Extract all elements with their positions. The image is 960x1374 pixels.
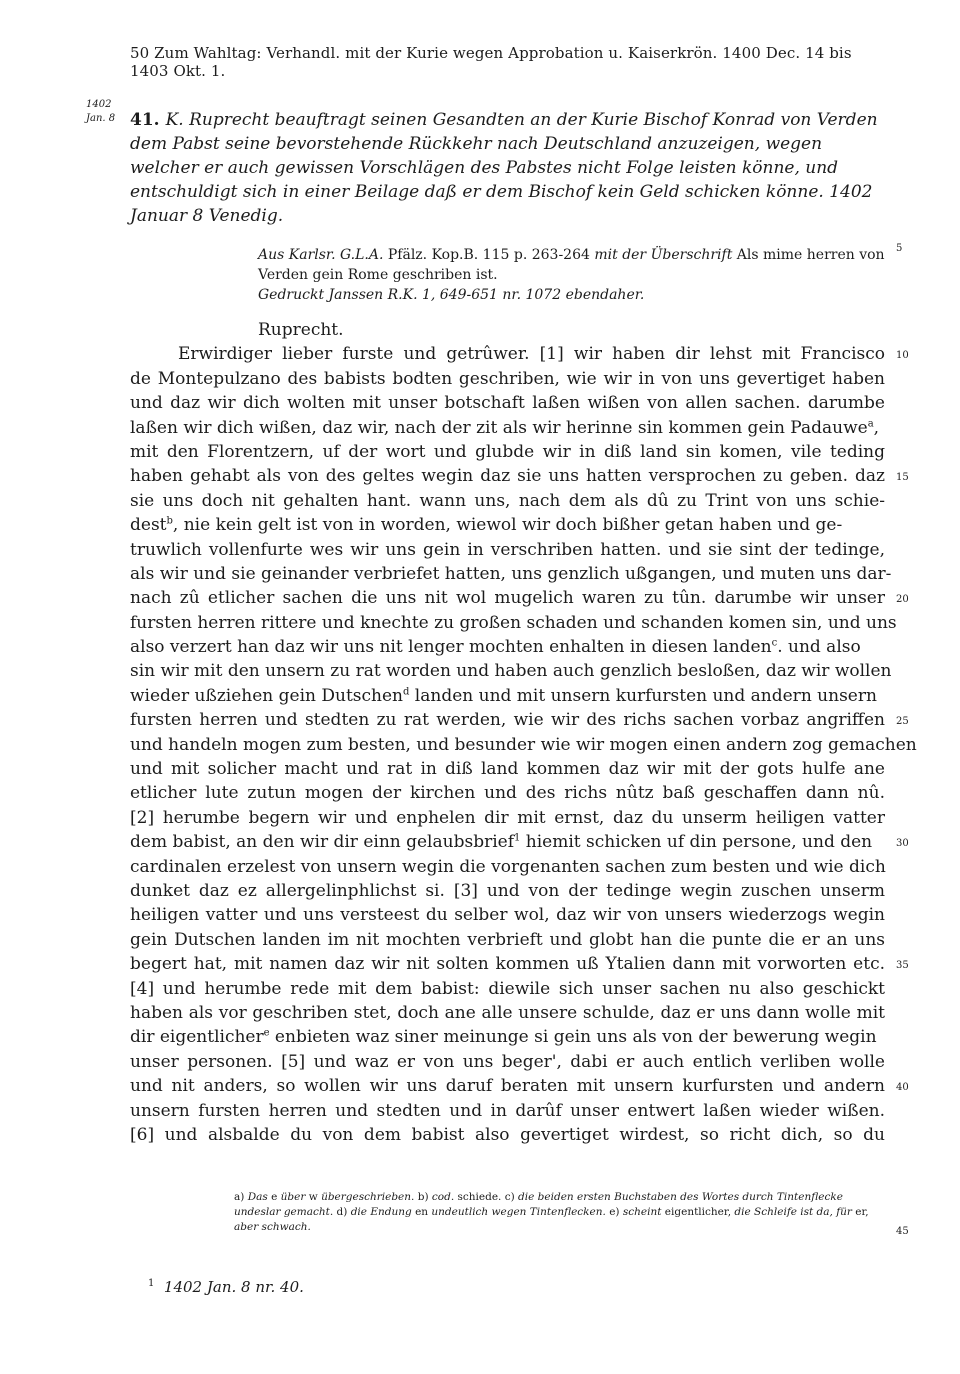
body-line: heiligen vatter und uns versteest du selber wol, daz wir von unsers wiederzogs wegin: [130, 905, 885, 926]
body-line-text: also verzert han daz wir uns nit lenger mochten enhalten in diesen landen: [130, 637, 772, 658]
body-line: [6] und alsbalde du von dem babist also gevertiget wirdest, so richt dich, so du: [130, 1124, 885, 1145]
body-line: haben als vor geschriben stet, doch ane alle unsere schulde, daz er uns dann wolle mit: [130, 1002, 885, 1023]
margin-number-5: 5: [896, 243, 903, 254]
source-notes: [258, 245, 890, 305]
source-line-2: Gedruckt Janssen R.K. 1, 649-651 nr. 1072 ebendaher.: [258, 287, 645, 303]
body-line: nach zû etlicher sachen die uns nit wol mugelich waren zu tûn. darumbe wir unser: [130, 588, 885, 609]
document-summary: K. Ruprecht beauftragt seinen Gesandten an der Kurie Bischof Konrad von Verden dem Pabst seine bevorstehende Rückkehr nach Deutschland anzuzeigen, wegen welcher er auch gewissen Vorschlägen des Pabstes nicht Folge leisten könne, und entschuldigt sich in einer Beilage daß er dem Bischof kein Geld schicken könne. 1402 Januar 8 Venedig.: [130, 110, 878, 226]
document-number: 41.: [130, 110, 160, 130]
body-line-text: enbieten waz siner meinunge si gein uns als von der bewerung wegin: [269, 1027, 877, 1048]
footnote-ref-a: a: [867, 417, 874, 429]
footnote-ref-b: b: [166, 515, 173, 527]
footnote-text: über: [280, 1191, 306, 1203]
footnote-label-d: d): [336, 1206, 348, 1218]
body-line: truwlich vollenfurte wes wir uns gein in verschriben hatten. und sie sint der tedinge,: [130, 539, 885, 560]
margin-number-15: 15: [896, 472, 909, 483]
source-heading-label: mit der Überschrift: [594, 247, 733, 263]
body-line: Erwirdiger lieber furste und getrûwer. [1] wir haben dir lehst mit Francisco: [178, 344, 885, 365]
bottom-footnote-text: 1402 Jan. 8 nr. 40.: [163, 1278, 304, 1296]
footnote-text: Das: [247, 1191, 268, 1203]
footnote-text: schiede.: [454, 1191, 502, 1203]
source-line-1: [258, 245, 890, 285]
body-line: und mit solicher macht und rat in diß land kommen daz wir mit der gots hulfe ane: [130, 759, 885, 780]
body-line-text: , nie kein gelt ist von in worden, wiewol wir doch bißher getan haben und ge-: [172, 515, 843, 536]
body-line: [130, 513, 885, 537]
body-line: sin wir mit den unsern zu rat worden und haben auch genzlich besloßen, daz wir wollen: [130, 661, 892, 682]
footnote-ref-c: c: [771, 637, 778, 649]
body-line: cardinalen erzelest von unsern wegin die vorgenanten sachen zum besten und wie dich: [130, 856, 886, 877]
body-line: unsern fursten herren und stedten und in darûf unser entwert laßen wieder wißen.: [130, 1100, 885, 1121]
footnote-ref-d: d: [403, 686, 410, 698]
footnote-text: die Endung: [350, 1206, 412, 1218]
body-line: [130, 684, 885, 708]
footnote-label-c: c): [504, 1191, 515, 1203]
body-line: [130, 1025, 885, 1049]
body-line: [4] und herumbe rede mit dem babist: diewile sich unser sachen nu also geschickt: [130, 978, 885, 999]
footnote-label-a: a): [234, 1191, 245, 1203]
footnote-text: en: [411, 1206, 432, 1218]
letter-salutation: Ruprecht.: [258, 320, 344, 340]
bottom-footnote: [148, 1278, 304, 1296]
sidebar-year: 1402: [86, 99, 112, 110]
body-line-text: laßen wir dich wißen, daz wir, nach der zit als wir herinne sin kommen gein Padauwe: [130, 417, 868, 438]
sidebar-date: [86, 98, 115, 126]
margin-number-25: 25: [896, 716, 909, 727]
body-line: fursten herren und stedten zu rat werden, wie wir des richs sachen vorbaz angriffen: [130, 710, 885, 731]
footnote-text: e: [267, 1191, 281, 1203]
footnote-text: scheint: [622, 1206, 662, 1218]
body-line: [130, 635, 885, 659]
footnote-text: die beiden ersten Buchstaben des Wortes durch Tintenflecke undeslar gemacht.: [234, 1191, 843, 1218]
body-line: als wir und sie geinander verbriefet hatten, uns genzlich ußgangen, und muten uns dar-: [130, 563, 892, 584]
margin-number-40: 40: [896, 1082, 909, 1093]
source-codex: Pfälz. Kop.B. 115 p. 263-264: [383, 247, 595, 263]
footnote-ref-1: 1: [514, 832, 521, 844]
document-heading: [130, 108, 890, 228]
footnote-label-e: e): [609, 1206, 620, 1218]
body-line: dunket daz ez allergelinphlichst si. [3] und von der tedinge wegin zuschen unserm: [130, 880, 885, 901]
body-line-text: hiemit schicken uf din persone, und den: [520, 832, 873, 853]
body-line: haben gehabt als von des geltes wegin daz sie uns hatten versprochen zu geben. daz: [130, 466, 885, 487]
footnote-text: eigentlicher,: [661, 1206, 735, 1218]
footnote-text: cod.: [431, 1191, 455, 1203]
footnote-text: die Schleife ist da, für: [734, 1206, 852, 1218]
body-line: [130, 416, 885, 440]
footnote-text: aber schwach.: [234, 1221, 311, 1233]
body-line-text: ,: [873, 417, 880, 438]
body-line: und nit anders, so wollen wir uns daruf beraten mit unsern kurfursten und andern: [130, 1076, 885, 1097]
body-line: [130, 830, 885, 854]
body-line-text: landen und mit unsern kurfursten und andern unsern: [409, 685, 877, 706]
source-archive: Aus Karlsr. G.L.A.: [258, 247, 384, 263]
textual-footnotes: [234, 1190, 884, 1235]
body-line: fursten herren rittere und knechte zu großen schaden und schanden komen sin, und uns: [130, 612, 897, 633]
footnote-label-b: b): [417, 1191, 429, 1203]
body-line-text: dem babist, an den wir dir einn gelaubsbrief: [130, 832, 514, 853]
footnote-ref-e: e: [263, 1027, 270, 1039]
body-line: [2] herumbe begern wir und enphelen dir mit ernst, daz du unserm heiligen vatter: [130, 807, 885, 828]
body-line: unser personen. [5] und waz er von uns beger', dabi er auch entlich verliben wolle: [130, 1051, 885, 1072]
bottom-footnote-number: 1: [148, 1278, 155, 1289]
body-line: sie uns doch nit gehalten hant. wann uns, nach dem als dû zu Trint von uns schie-: [130, 490, 885, 511]
footnote-text: er,: [851, 1206, 869, 1218]
body-line: de Montepulzano des babists bodten geschriben, wie wir in von uns gevertiget haben: [130, 368, 885, 389]
margin-number-45: 45: [896, 1226, 909, 1237]
body-line-text: . und also: [777, 637, 861, 658]
footnote-text: w: [305, 1191, 322, 1203]
footnote-text: übergeschrieben.: [321, 1191, 415, 1203]
body-line: gein Dutschen landen im nit mochten verbrieft und globt han die punte die er an uns: [130, 929, 885, 950]
body-line: und daz wir dich wolten mit unser botschaft laßen wißen von allen sachen. darumbe: [130, 393, 885, 414]
running-header: 50 Zum Wahltag: Verhandl. mit der Kurie wegen Approbation u. Kaiserkrön. 1400 Dec. 14 bis 1403 Okt. 1.: [130, 44, 852, 80]
body-line: und handeln mogen zum besten, und besunder wie wir mogen einen andern zog gemachen: [130, 734, 917, 755]
footnote-text: undeutlich wegen Tintenflecken.: [431, 1206, 606, 1218]
margin-number-30: 30: [896, 838, 909, 849]
source-heading-text: Als mime herren von Verden gein Rome geschriben ist.: [258, 247, 885, 283]
body-line: mit den Florentzern, uf der wort und glubde wir in diß land sin komen, vile teding: [130, 441, 885, 462]
sidebar-day: Jan. 8: [86, 113, 116, 124]
margin-number-10: 10: [896, 350, 909, 361]
margin-number-35: 35: [896, 960, 909, 971]
margin-number-20: 20: [896, 594, 909, 605]
body-line: begert hat, mit namen daz wir nit solten kommen uß Ytalien dann mit vorworten etc.: [130, 954, 885, 975]
body-line-text: dir eigentlicher: [130, 1027, 264, 1048]
body-line-text: wieder ußziehen gein Dutschen: [130, 685, 403, 706]
body-line-text: dest: [130, 515, 167, 536]
body-line: etlicher lute zutun mogen der kirchen und des richs nûtz baß geschaffen dann nû.: [130, 783, 885, 804]
